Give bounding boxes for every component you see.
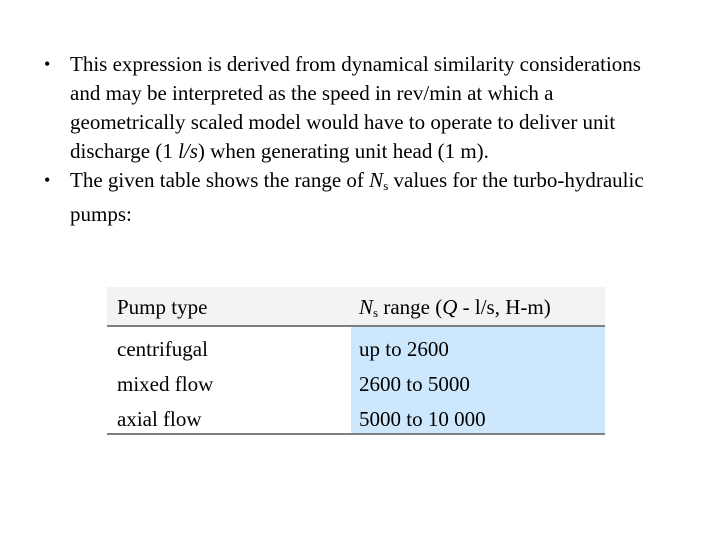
- bullet-list: [44, 50, 674, 229]
- table-header-row: [107, 287, 605, 327]
- pump-type-column: [107, 327, 351, 433]
- bullet-dot-icon: •: [44, 170, 51, 190]
- bullet-1-unit: l/s: [178, 139, 198, 163]
- bullet-1-text-end: ) when generating unit head (1 m).: [197, 139, 489, 163]
- pump-range-table: [107, 287, 605, 435]
- header-ns-subscript: s: [373, 305, 379, 320]
- table-bottom-rule: [107, 433, 605, 435]
- table-row-1-range: up to 2600: [359, 337, 449, 361]
- header-range-text-b: - l/s, H-m): [457, 295, 551, 319]
- header-range-text-a: range (: [378, 295, 443, 319]
- bullet-2-text: The given table shows the range of: [70, 168, 370, 192]
- table-row-2-range: 2600 to 5000: [359, 372, 470, 396]
- ns-symbol-letter: N: [369, 168, 384, 192]
- header-ns-symbol: [359, 295, 378, 319]
- table-row-3-type: axial flow: [117, 407, 202, 431]
- table-row-2-type: mixed flow: [117, 372, 214, 396]
- bullet-1-text: This expression is derived from dynamical similarity considerations and may be interpreted as the speed in rev/min at which a geometrically scaled model would have to operate to deliver unit discharge (1: [70, 52, 641, 163]
- header-ns-letter: N: [359, 295, 374, 319]
- table-row-3-range: 5000 to 10 000: [359, 407, 486, 431]
- header-q-symbol: Q: [442, 295, 458, 319]
- bullet-dot-icon: •: [44, 54, 51, 74]
- bullet-item-1: [44, 50, 674, 166]
- bullet-item-2: [44, 166, 674, 229]
- bullet-2-text-end: values for the turbo-hydraulic pumps:: [70, 168, 644, 226]
- ns-symbol-subscript: s: [383, 178, 389, 193]
- table-row-1-type: centrifugal: [117, 337, 208, 361]
- header-ns-range: [359, 295, 551, 321]
- ns-range-column: [351, 327, 605, 433]
- header-pump-type: Pump type: [117, 295, 208, 319]
- ns-symbol: [369, 168, 388, 192]
